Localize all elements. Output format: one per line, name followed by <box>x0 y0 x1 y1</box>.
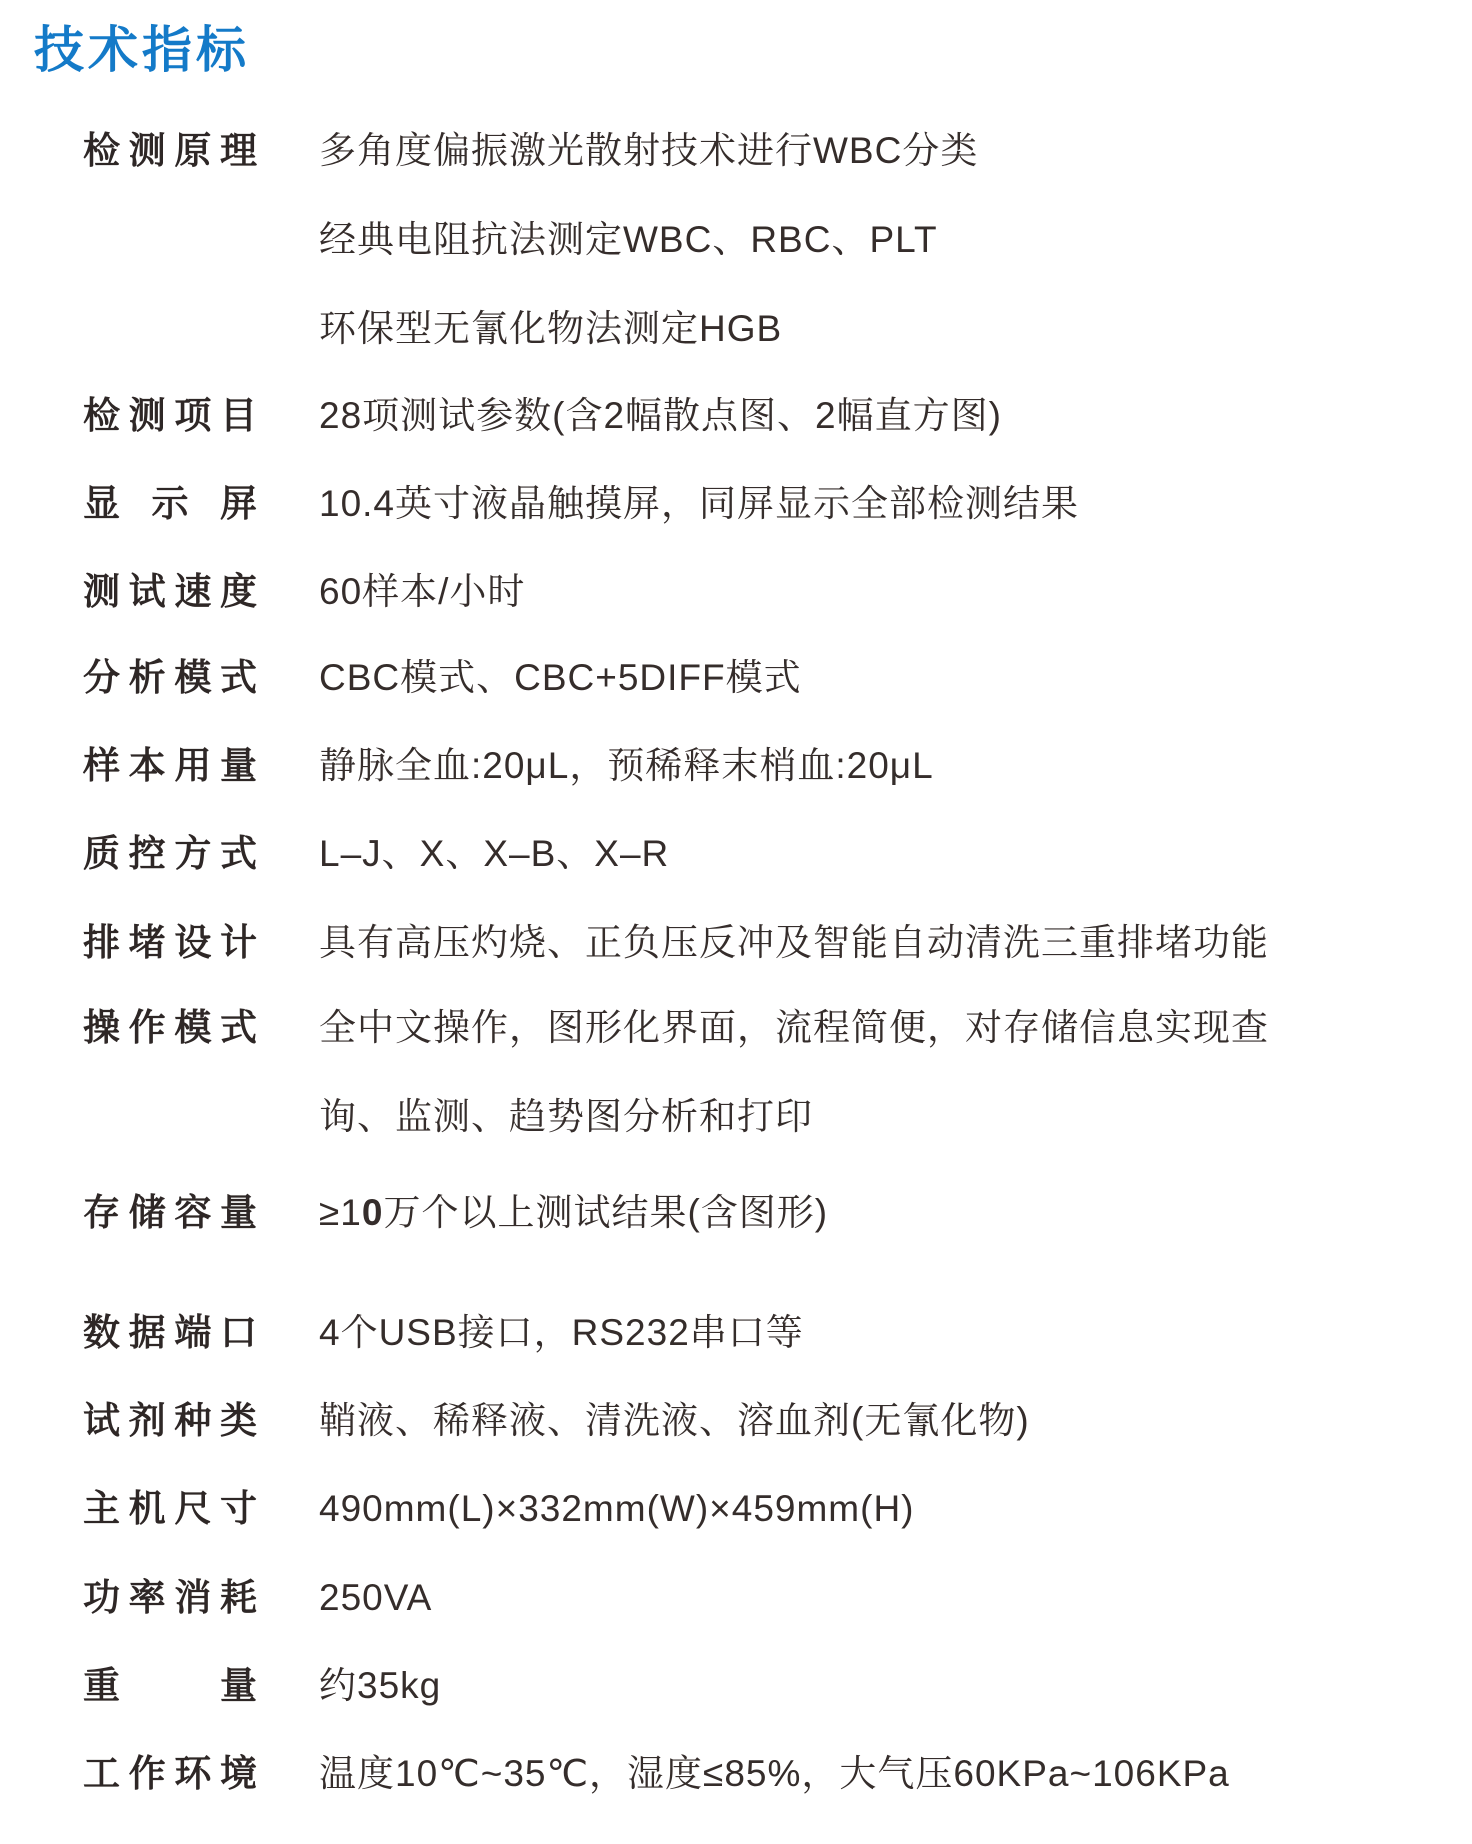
spec-value-line: 鞘液、稀释液、清洗液、溶血剂(无氰化物) <box>319 1400 1030 1441</box>
spec-value <box>319 1486 915 1532</box>
spec-label: 样本用量 <box>83 745 257 786</box>
spec-row-reagent-types <box>83 1398 1030 1444</box>
spec-row-operation-mode <box>83 1005 1269 1140</box>
spec-value <box>319 831 669 877</box>
spec-value-line: 温度10℃~35℃，湿度≤85%，大气压60KPa~106KPa <box>319 1753 1230 1794</box>
spec-value-line: 经典电阻抗法测定WBC、RBC、PLT <box>319 219 938 260</box>
spec-label: 试剂种类 <box>83 1400 257 1441</box>
spec-label: 显示屏 <box>83 483 257 524</box>
spec-label: 数据端口 <box>83 1312 257 1353</box>
storage-value-suffix: 万个以上测试结果(含图形) <box>383 1192 829 1233</box>
page-title: 技术指标 <box>34 22 250 78</box>
spec-label: 存储容量 <box>83 1192 257 1233</box>
spec-row-display-screen <box>83 481 1079 527</box>
spec-label: 检测项目 <box>83 395 257 436</box>
spec-label: 操作模式 <box>83 1007 257 1048</box>
spec-row-qc-method <box>83 831 669 877</box>
spec-value-line: 10.4英寸液晶触摸屏，同屏显示全部检测结果 <box>319 483 1080 524</box>
spec-row-sample-volume <box>83 743 934 789</box>
spec-value-line: 静脉全血:20μL，预稀释末梢血:20μL <box>319 745 934 786</box>
spec-label: 主机尺寸 <box>83 1488 257 1529</box>
spec-row-anti-clog-design <box>83 920 1269 966</box>
spec-value-line: 具有高压灼烧、正负压反冲及智能自动清洗三重排堵功能 <box>319 922 1269 963</box>
spec-value-line: L–J、X、X–B、X–R <box>319 833 670 874</box>
spec-label: 质控方式 <box>83 833 257 874</box>
spec-value-line: 4个USB接口，RS232串口等 <box>319 1312 804 1353</box>
spec-row-dimensions <box>83 1486 915 1532</box>
spec-value <box>319 1190 828 1236</box>
spec-row-weight <box>83 1663 441 1709</box>
spec-label: 功率消耗 <box>83 1577 257 1618</box>
spec-value <box>319 920 1269 966</box>
spec-value <box>319 655 802 701</box>
spec-value-line: 28项测试参数(含2幅散点图、2幅直方图) <box>319 395 1002 436</box>
spec-row-test-parameters <box>83 393 1002 439</box>
spec-value-line: 490mm(L)×332mm(W)×459mm(H) <box>319 1488 915 1529</box>
spec-value-line: 约35kg <box>319 1665 442 1706</box>
spec-value <box>319 569 525 615</box>
spec-value <box>319 743 934 789</box>
spec-row-storage-capacity <box>83 1190 828 1236</box>
spec-row-power-consumption <box>83 1575 432 1621</box>
spec-row-test-speed <box>83 569 525 615</box>
spec-label: 排堵设计 <box>83 922 257 963</box>
spec-value <box>319 1663 441 1709</box>
spec-value-line: 250VA <box>319 1577 433 1618</box>
spec-value <box>319 1005 1269 1140</box>
storage-value-bold-digit: 0 <box>361 1192 384 1233</box>
storage-value-prefix: ≥1 <box>319 1192 362 1233</box>
spec-value-line <box>319 1190 828 1236</box>
spec-value-line: 环保型无氰化物法测定HGB <box>319 308 783 349</box>
spec-value <box>319 128 978 352</box>
spec-value-line: CBC模式、CBC+5DIFF模式 <box>319 657 802 698</box>
spec-value-line: 60样本/小时 <box>319 571 526 612</box>
spec-label: 重量 <box>83 1665 257 1706</box>
spec-value <box>319 1575 432 1621</box>
spec-value-line: 全中文操作，图形化界面，流程简便，对存储信息实现查 <box>319 1007 1269 1048</box>
spec-row-analysis-mode <box>83 655 802 701</box>
spec-value <box>319 1310 804 1356</box>
spec-value <box>319 481 1079 527</box>
spec-row-detection-principle <box>83 128 978 352</box>
spec-value-line: 询、监测、趋势图分析和打印 <box>319 1096 813 1137</box>
spec-value <box>319 393 1002 439</box>
spec-row-operating-environment <box>83 1751 1230 1797</box>
spec-label: 测试速度 <box>83 571 257 612</box>
spec-value <box>319 1751 1230 1797</box>
spec-label: 工作环境 <box>83 1753 257 1794</box>
spec-value <box>319 1398 1030 1444</box>
spec-label: 检测原理 <box>83 130 257 171</box>
spec-value-line: 多角度偏振激光散射技术进行WBC分类 <box>319 130 979 171</box>
spec-row-data-ports <box>83 1310 804 1356</box>
spec-label: 分析模式 <box>83 657 257 698</box>
